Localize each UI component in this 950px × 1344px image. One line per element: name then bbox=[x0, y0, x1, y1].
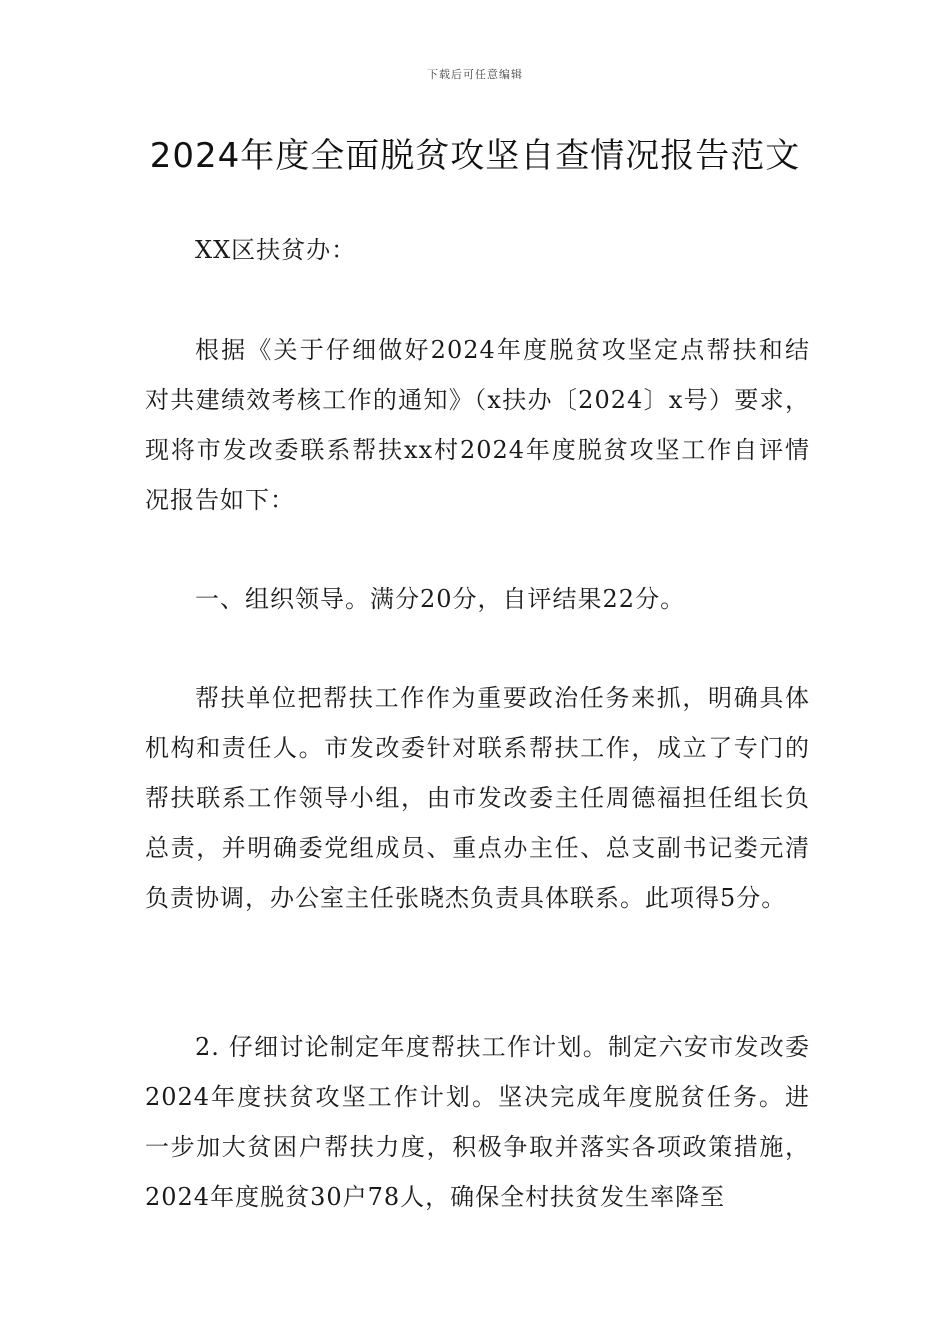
intro-paragraph: 根据《关于仔细做好2024年度脱贫攻坚定点帮扶和结对共建绩效考核工作的通知》（x扶办〔2024〕x号）要求，现将市发改委联系帮扶xx村2024年度脱贫攻坚工作自评情况报告如下： bbox=[145, 336, 810, 514]
document-title: 2024年度全面脱贫攻坚自查情况报告范文 bbox=[149, 136, 801, 176]
organization-detail-paragraph: 帮扶单位把帮扶工作作为重要政治任务来抓，明确具体机构和责任人。市发改委针对联系帮扶工作，成立了专门的帮扶联系工作领导小组，由市发改委主任周德福担任组长负总责，并明确委党组成员、重点办主任、总支副书记娄元清负责协调，办公室主任张晓杰负责具体联系。此项得5分。 bbox=[145, 684, 810, 912]
section-heading-organization: 一、组织领导。满分20分，自评结果22分。 bbox=[195, 585, 686, 613]
header-note: 下载后可任意编辑 bbox=[427, 68, 523, 81]
item-2-paragraph: 2. 仔细讨论制定年度帮扶工作计划。制定六安市发改委2024年度扶贫攻坚工作计划。坚决完成年度脱贫任务。进一步加大贫困户帮扶力度，积极争取并落实各项政策措施，2024年度脱贫30户78人，确保全村扶贫发生率降至 bbox=[145, 1033, 810, 1211]
salutation-paragraph: XX区扶贫办： bbox=[195, 236, 357, 264]
